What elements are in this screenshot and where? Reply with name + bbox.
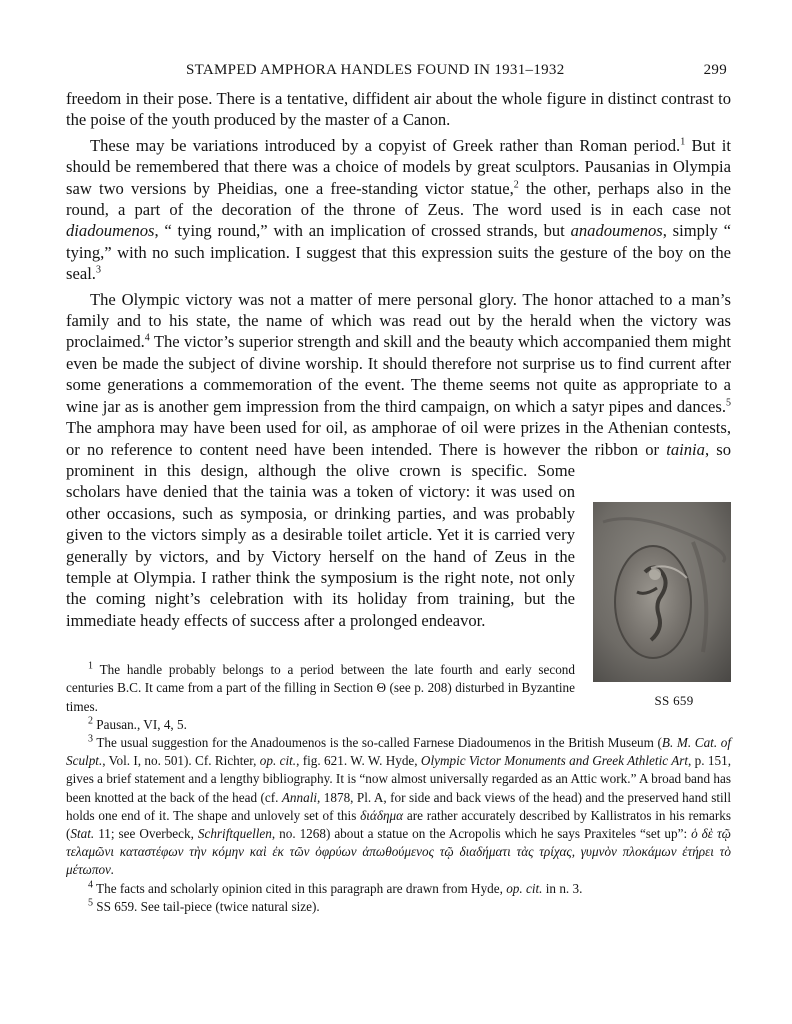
- footnote-3-text-h: , no. 1268) about a statue on the Acropolis which he says Praxiteles “set up”:: [271, 825, 692, 841]
- footnote-ref-4[interactable]: 4: [144, 332, 150, 344]
- paragraph-2-text-c: the other, perhaps also in the round, a part of the decoration of the throne of Zeus. The word used is in each case not: [66, 178, 731, 220]
- footnote-4: [66, 880, 731, 898]
- paragraph-2: [66, 135, 731, 285]
- footnote-4-cite: op. cit.: [506, 880, 543, 896]
- footnote-3-text-g: 11; see Overbeck,: [94, 825, 198, 841]
- paragraph-2-text-d: , “ tying round,” with an implication of crossed strands, but: [154, 221, 571, 241]
- footnote-ref-3[interactable]: 3: [95, 264, 101, 276]
- running-title: STAMPED AMPHORA HANDLES FOUND IN 1931–1932: [186, 62, 565, 78]
- footnote-3-text-b: , Vol. I, no. 501). Cf. Richter,: [102, 753, 260, 769]
- paragraph-1: [66, 88, 731, 131]
- footnote-3-number: 3: [88, 733, 93, 745]
- footnote-1-text: The handle probably belongs to a period between the late fourth and early second centuries B.C. It came from a part of the filling in Section Θ (see p. 208) disturbed in Byzantine times.: [66, 662, 575, 714]
- figure-caption: SS 659: [654, 692, 694, 708]
- footnote-4-text-b: in n. 3.: [542, 880, 583, 896]
- footnote-5-number: 5: [88, 897, 93, 909]
- paragraph-2-text-a: These may be variations introduced by a copyist of Greek rather than Roman period.: [90, 135, 681, 155]
- footnote-3-text-d: , p. 151, gives a brief statement and a lengthy bibliography. It is “now almost universally regarded as an Attic work.” A broad band has been knotted at the back of the head (cf.: [66, 753, 731, 805]
- footnote-ref-1[interactable]: 1: [680, 136, 686, 148]
- seal-figure: [593, 460, 731, 711]
- footnote-ref-5[interactable]: 5: [726, 397, 731, 409]
- seal-impression-photo: [593, 502, 731, 682]
- paragraph-3-text-c: The amphora may have been used for oil, as amphorae of oil were prizes in the Athenian contests, or no reference to content need have been intended. There is however the ribbon or: [66, 418, 731, 459]
- footnote-4-number: 4: [88, 879, 93, 891]
- footnote-2-number: 2: [88, 715, 93, 727]
- term-tainia: tainia: [666, 439, 705, 459]
- paragraph-3-text-a: The Olympic victory was not a matter of mere personal glory. The honor attached to a man’s family and to his state, the name of which was read out by the herald when the victory was proclaimed.: [66, 289, 731, 352]
- footnote-3-cite-bm-cat: B. M. Cat. of Sculpt.: [66, 734, 731, 769]
- footnote-1-number: 1: [88, 660, 93, 672]
- footnote-3-cite-hyde: Olympic Victor Monuments and Greek Athletic Art: [420, 753, 689, 769]
- footnote-3-text-e: , 1878, Pl. A, for side and back views of the head) and the preserved hand still holds one end of it. The shape and unlovely set of this: [66, 789, 731, 823]
- footnote-2: [66, 716, 731, 734]
- footnote-3-cite-schriftquellen: Schriftquellen: [197, 825, 272, 841]
- footnote-4-text-a: The facts and scholarly opinion cited in this paragraph are drawn from Hyde,: [93, 880, 507, 896]
- footnote-3-text-c: , fig. 621. W. W. Hyde,: [296, 753, 421, 769]
- term-anadoumenos: anadoumenos: [570, 221, 663, 241]
- footnote-3-text-a: The usual suggestion for the Anadoumenos is the so-called Farnese Diadoumenos in the British Museum (: [93, 734, 662, 750]
- footnote-3-cite-annali: Annali: [281, 789, 318, 805]
- page-number: 299: [703, 62, 727, 78]
- footnote-5-text: SS 659. See tail-piece (twice natural size).: [93, 898, 320, 914]
- paragraph-2-text-e: , simply “ tying,” with no such implication. I suggest that this expression suits the gesture of the boy on the seal.: [66, 221, 731, 284]
- footnote-3-cite-stat: Stat.: [70, 825, 95, 841]
- page: [66, 56, 731, 916]
- footnote-3-text-f: are rather accurately described by Kallistratos in his remarks (: [66, 807, 732, 841]
- paragraph-2-text-b: But it should be remembered that there was a choice of models by great sculptors. Pausanias in Olympia saw two versions by Pheidias, one a free-standing victor statue,: [66, 135, 731, 198]
- paragraph-3-text-b: The victor’s superior strength and skill and the beauty which accompanied them might even be made the subject of divine worship. It should therefore not surprise us to find current after some generations a commemoration of the event. The theme seems not quite as appropriate to a wine jar as is another gem impression from the third campaign, on which a satyr pipes and dances.: [66, 332, 731, 416]
- footnote-2-text: Pausan., VI, 4, 5.: [93, 716, 187, 732]
- footnote-3: [66, 734, 731, 880]
- paragraph-3-text-d: , so prominent in this design, although the olive crown is specific. Some scholars have denied that the tainia was a token of victory: it was used on other occasions, such as symposia, or drinking parties, and was probably given to the victors simply as a desirable toilet article. Yet it is carried very generally by victors, and by Victory herself on the hand of Zeus in the temple at Olympia. I rather think the symposium is the right note, not only the coming night’s celebration with its holiday from training, but the immediate heady effects of success after a prolonged endeavor.: [66, 439, 731, 630]
- paragraph-1-text: freedom in their pose. There is a tentative, diffident air about the whole figure in distinct contrast to the poise of the youth produced by the master of a Canon.: [66, 89, 731, 130]
- footnote-3-cite-op-cit: op. cit.: [259, 753, 297, 769]
- footnote-ref-2[interactable]: 2: [513, 179, 519, 191]
- footnote-3-greek-quote: ὁ δὲ τῷ τελαμῶνι καταστέφων τὴν κόμην καὶ ἐκ τῶν ὀφρύων ἀπωθούμενος τῷ διαδήματι τὰς τρίχας, γυμνὸν πλοκάμων ἐτήρει τὸ μέτωπον.: [66, 825, 731, 878]
- footnote-5: [66, 898, 731, 916]
- term-diadoumenos: diadoumenos: [66, 221, 155, 241]
- footnote-3-greek-term: διάδημα: [360, 807, 404, 823]
- running-head: [66, 56, 731, 82]
